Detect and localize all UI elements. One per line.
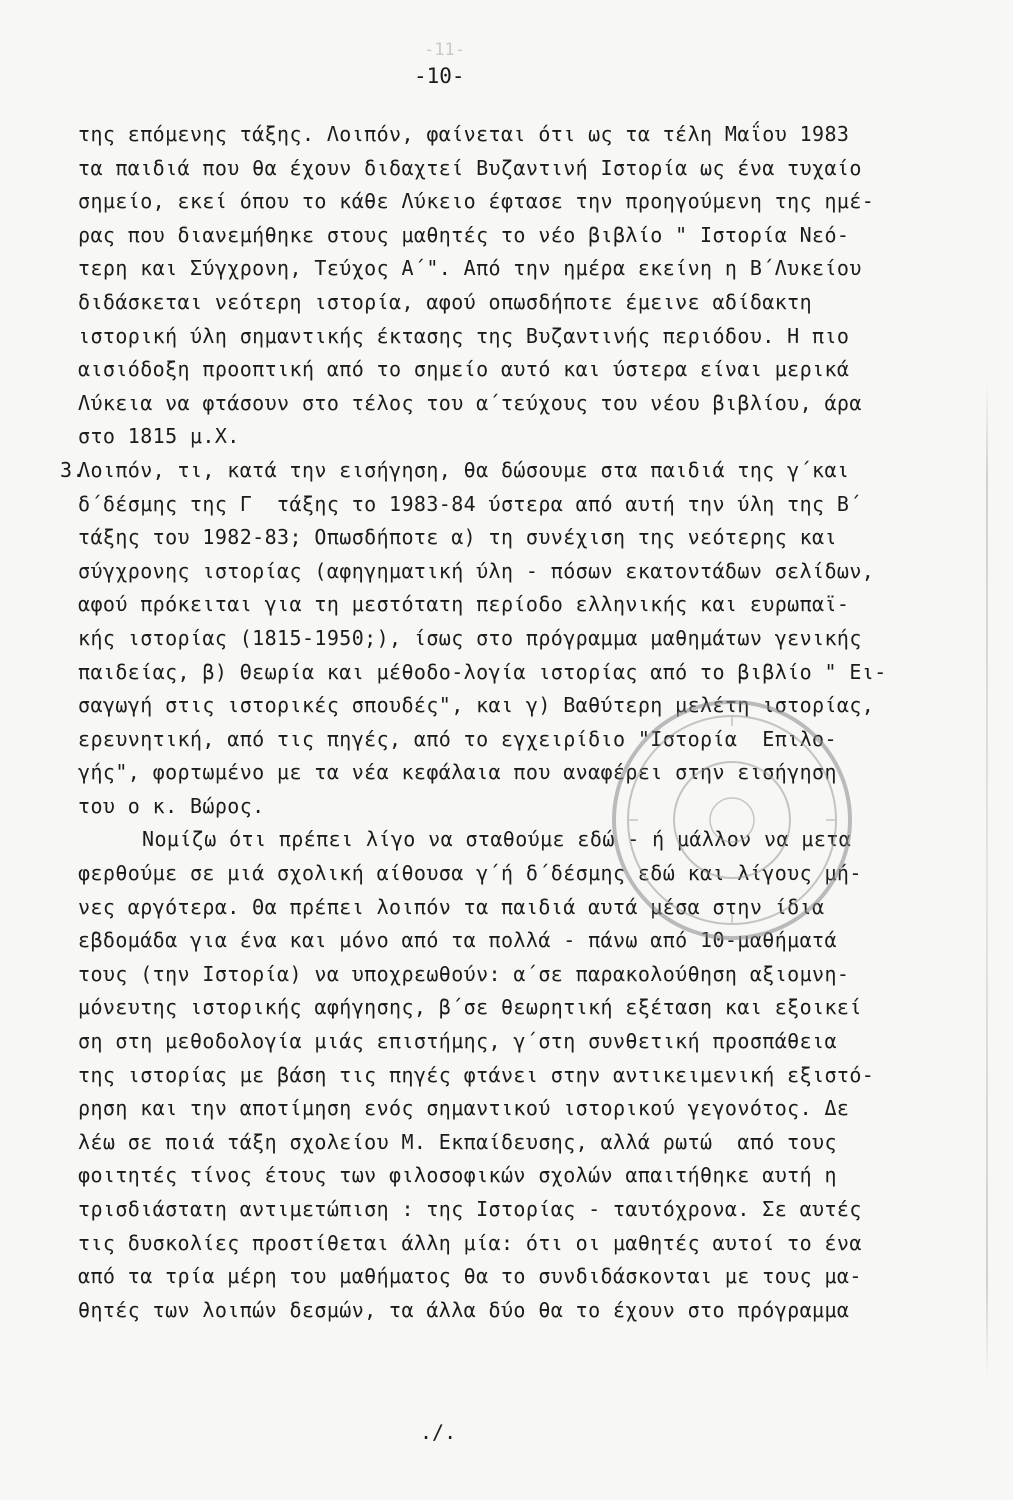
text-line: αφού πρόκειται για τη μεστότατη περίοδο ελληνικής και ευρωπαϊ-	[78, 592, 850, 617]
ghost-page-number: -11-	[424, 40, 465, 60]
text-line: νες αργότερα. Θα πρέπει λοιπόν τα παιδιά αυτά μέσα στην ίδια	[78, 894, 825, 919]
text-line: της επόμενης τάξης. Λοιπόν, φαίνεται ότι ως τα τέλη Μαΐου 1983	[78, 122, 850, 146]
text-line: της ιστορίας με βάση τις πηγές φτάνει στην αντικειμενική εξιστό-	[78, 1062, 875, 1087]
text-line: εβδομάδα για ένα και μόνο από τα πολλά - πάνω από 10-μαθήματά	[78, 928, 837, 953]
text-line: μόνευτης ιστορικής αφήγησης, β΄σε θεωρητική εξέταση και εξοικεί	[78, 995, 862, 1020]
text-line: σημείο, εκεί όπου το κάθε Λύκειο έφτασε την προηγούμενη της ημέ-	[78, 189, 875, 214]
text-line: ρας που διανεμήθηκε στους μαθητές το νέο βιβλίο " Ιστορία Νεό-	[78, 222, 850, 247]
page-number: -10-	[414, 64, 465, 88]
text-line: λέω σε ποιά τάξη σχολείου Μ. Εκπαίδευσης, αλλά ρωτώ από τους	[78, 1129, 837, 1154]
text-line: διδάσκεται νεότερη ιστορία, αφού οπωσδήποτε έμεινε αδίδακτη	[78, 289, 813, 314]
text-line: θητές των λοιπών δεσμών, τα άλλα δύο θα το έχουν στο πρόγραμμα	[78, 1297, 850, 1322]
text-line: τάξης του 1982-83; Οπωσδήποτε α) τη συνέχιση της νεότερης και	[78, 525, 837, 550]
text-line: Λοιπόν, τι, κατά την εισήγηση, θα δώσουμε στα παιδιά της γ΄και	[78, 457, 850, 482]
text-line: τις δυσκολίες προστίθεται άλλη μία: ότι οι μαθητές αυτοί το ένα	[78, 1230, 862, 1255]
text-line: τα παιδιά που θα έχουν διδαχτεί Βυζαντινή Ιστορία ως ένα τυχαίο	[78, 155, 862, 180]
text-line: Λύκεια να φτάσουν στο τέλος του α΄τεύχους του νέου βιβλίου, άρα	[78, 390, 862, 415]
margin-shadow	[986, 380, 988, 1380]
continuation-mark: .∕.	[420, 1420, 457, 1444]
text-line: σύγχρονης ιστορίας (αφηγηματική ύλη - πόσων εκατοντάδων σελίδων,	[78, 558, 875, 583]
text-line: ερευνητική, από τις πηγές, από το εγχειρίδιο "Ιστορία Επιλο-	[78, 726, 837, 751]
text-line: γής", φορτωμένο με τα νέα κεφάλαια που αναφέρει στην εισήγηση	[78, 760, 837, 785]
text-line: φοιτητές τίνος έτους των φιλοσοφικών σχολών απαιτήθηκε αυτή η	[78, 1163, 837, 1188]
text-line: αισιόδοξη προοπτική από το σημείο αυτό και ύστερα είναι μερικά	[78, 357, 850, 382]
text-line: τρισδιάστατη αντιμετώπιση : της Ιστορίας - ταυτόχρονα. Σε αυτές	[78, 1197, 862, 1221]
text-line: παιδείας, β) Θεωρία και μέθοδο-λογία ιστορίας από το βιβλίο " Ει-	[78, 659, 887, 684]
text-line: στο 1815 μ.Χ.	[78, 424, 240, 449]
text-line: φερθούμε σε μιά σχολική αίθουσα γ΄ή δ΄δέσμης εδώ και λίγους μή-	[78, 861, 862, 886]
text-line: κής ιστορίας (1815-1950;), ίσως στο πρόγραμμα μαθημάτων γενικής	[78, 625, 862, 650]
text-line: του ο κ. Βώρος.	[78, 793, 265, 818]
text-line: δ΄δέσμης της Γ τάξης το 1983-84 ύστερα από αυτή την ύλη της Β΄	[78, 491, 862, 516]
library-stamp-icon	[602, 690, 862, 950]
text-line: Νομίζω ότι πρέπει λίγο να σταθούμε εδώ - ή μάλλον να μετα	[142, 827, 852, 852]
text-line: ση στη μεθοδολογία μιάς επιστήμης, γ΄στη συνθετική προσπάθεια	[78, 1029, 837, 1054]
item-number: 3.	[60, 457, 85, 482]
text-line: ρηση και την αποτίμηση ενός σημαντικού ιστορικού γεγονότος. Δε	[78, 1096, 850, 1121]
text-line: σαγωγή στις ιστορικές σπουδές", και γ) Βαθύτερη μελέτη ιστορίας,	[78, 693, 875, 718]
text-line: ιστορική ύλη σημαντικής έκτασης της Βυζαντινής περιόδου. Η πιο	[78, 323, 850, 348]
text-line: τερη και Σύγχρονη, Τεύχος Α΄". Από την ημέρα εκείνη η Β΄Λυκείου	[78, 256, 862, 281]
text-line: από τα τρία μέρη του μαθήματος θα το συνδιδάσκονται με τους μα-	[78, 1264, 862, 1289]
text-line: τους (την Ιστορία) να υποχρεωθούν: α΄σε παρακολούθηση αξιομνη-	[78, 961, 850, 986]
